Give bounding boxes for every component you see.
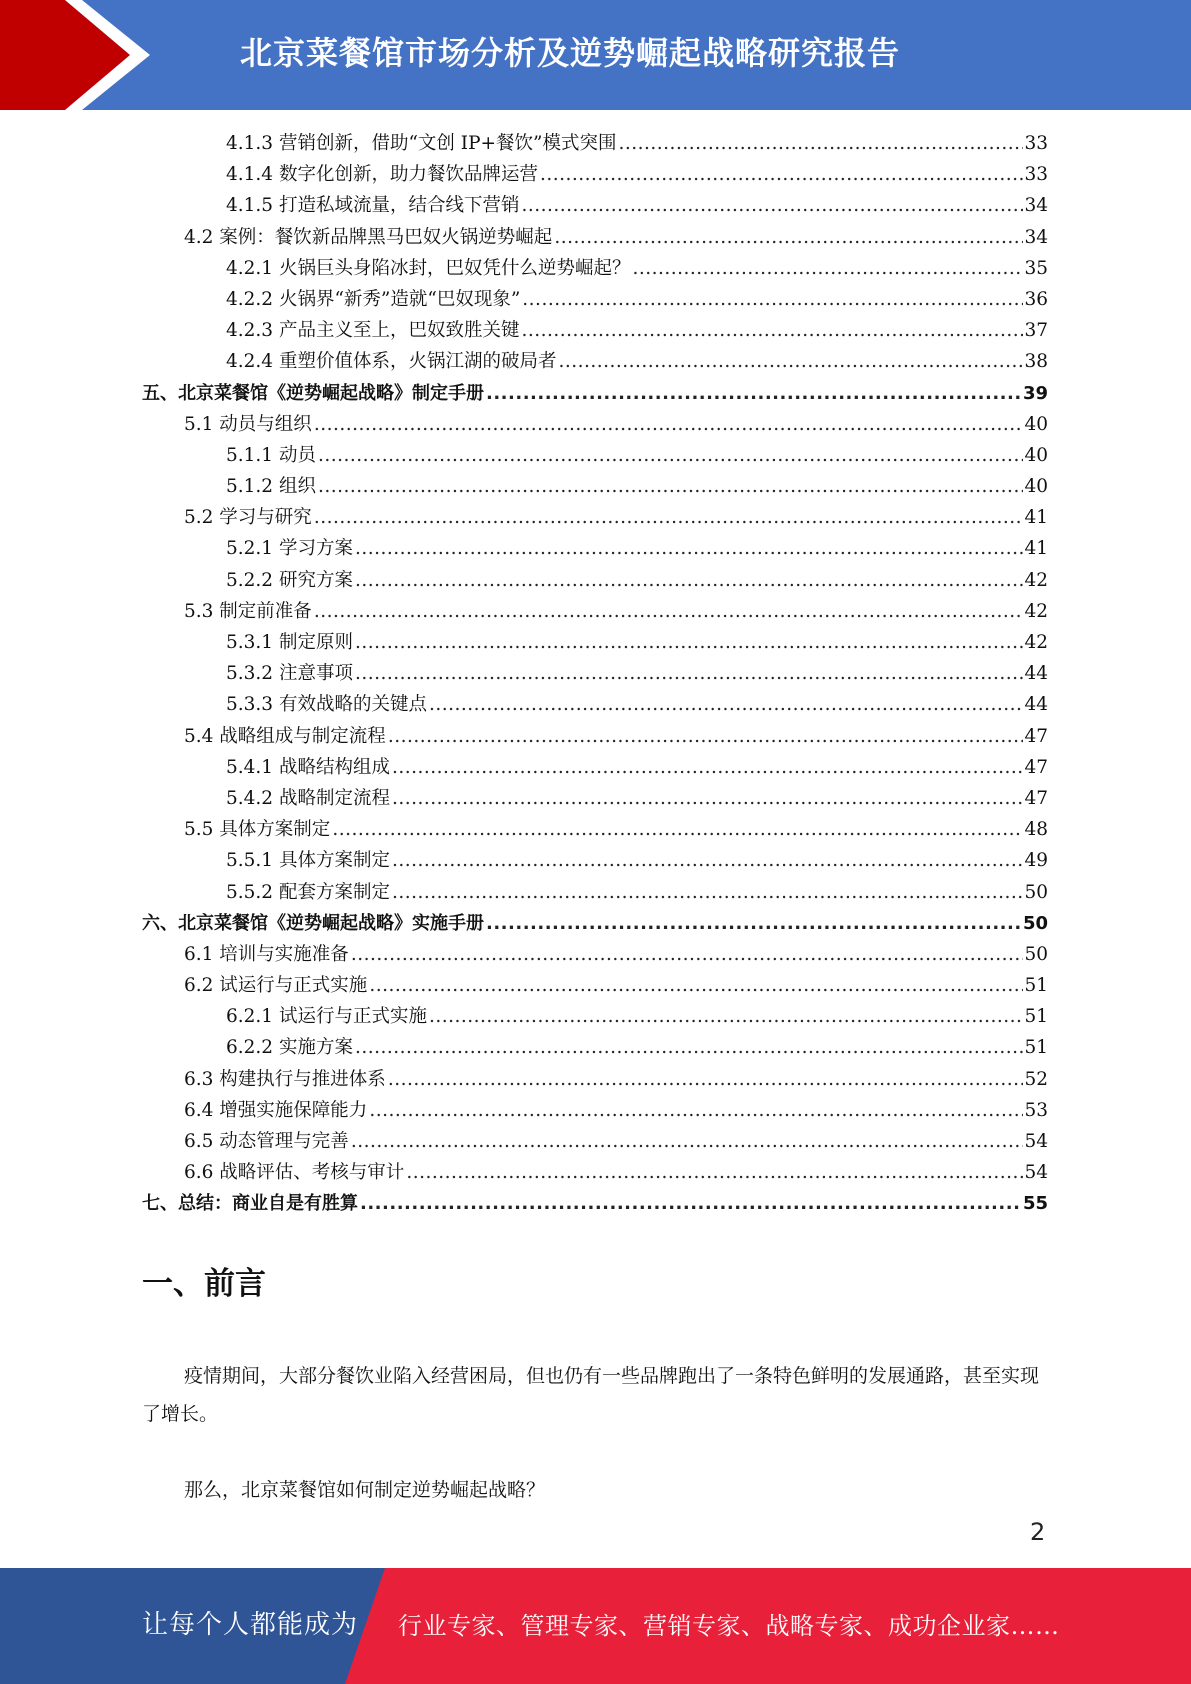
toc-dot-leader xyxy=(392,752,1023,783)
toc-dot-leader xyxy=(360,1188,1022,1219)
toc-entry-label: 4.2.2 火锅界“新秀”造就“巴奴现象” xyxy=(226,284,522,315)
toc-dot-leader xyxy=(521,190,1023,221)
toc-entry-label: 5.2.2 研究方案 xyxy=(226,565,355,596)
toc-entry-label: 5.1.1 动员 xyxy=(226,440,318,471)
toc-dot-leader xyxy=(351,1126,1024,1157)
toc-entry-label: 5.4 战略组成与制定流程 xyxy=(184,721,388,752)
footer-slogan-right: 行业专家、管理专家、营销专家、战略专家、成功企业家…… xyxy=(398,1612,1060,1640)
toc-dot-leader xyxy=(486,378,1022,409)
toc-entry-page: 38 xyxy=(1024,351,1048,373)
toc-entry-page: 51 xyxy=(1024,975,1048,997)
toc-entry-label: 5.3 制定前准备 xyxy=(184,596,314,627)
toc-entry[interactable] xyxy=(142,1126,1048,1157)
toc-entry-label: 5.5 具体方案制定 xyxy=(184,814,332,845)
report-title: 北京菜餐馆市场分析及逆势崛起战略研究报告 xyxy=(240,34,901,72)
toc-dot-leader xyxy=(540,159,1023,190)
toc-entry-label: 5.1.2 组织 xyxy=(226,471,318,502)
toc-dot-leader xyxy=(619,128,1024,159)
toc-entry[interactable] xyxy=(142,128,1048,159)
toc-entry[interactable] xyxy=(142,409,1048,440)
toc-entry-label: 5.4.2 战略制定流程 xyxy=(226,783,392,814)
toc-entry-label: 4.2 案例：餐饮新品牌黑马巴奴火锅逆势崛起 xyxy=(184,222,554,253)
toc-dot-leader xyxy=(318,440,1024,471)
toc-entry[interactable] xyxy=(142,378,1048,409)
toc-entry-label: 4.1.5 打造私域流量，结合线下营销 xyxy=(226,190,521,221)
toc-entry-page: 34 xyxy=(1024,226,1048,248)
body-paragraph-1: 疫情期间，大部分餐饮业陷入经营困局，但也仍有一些品牌跑出了一条特色鲜明的发展通路，甚至实现了增长。 xyxy=(142,1365,1040,1425)
toc-entry-page: 42 xyxy=(1024,632,1048,653)
toc-entry-page: 55 xyxy=(1022,1193,1048,1215)
toc-entry-label: 6.6 战略评估、考核与审计 xyxy=(184,1157,406,1188)
toc-entry[interactable] xyxy=(142,1095,1048,1126)
toc-entry[interactable] xyxy=(142,533,1048,564)
toc-entry-label: 4.1.4 数字化创新，助力餐饮品牌运营 xyxy=(226,159,540,190)
toc-dot-leader xyxy=(406,1157,1023,1188)
toc-dot-leader xyxy=(429,689,1023,720)
toc-dot-leader xyxy=(521,315,1023,346)
toc-entry-page: 50 xyxy=(1024,881,1048,903)
toc-dot-leader xyxy=(392,783,1023,814)
toc-dot-leader xyxy=(355,658,1024,689)
toc-entry[interactable] xyxy=(142,190,1048,221)
toc-entry-label: 七、总结：商业自是有胜算 xyxy=(142,1188,360,1219)
toc-entry-label: 5.4.1 战略结构组成 xyxy=(226,752,392,783)
toc-entry[interactable] xyxy=(142,1157,1048,1188)
toc-entry-label: 五、北京菜餐馆《逆势崛起战略》制定手册 xyxy=(142,378,486,409)
toc-entry-page: 37 xyxy=(1024,320,1048,342)
toc-entry-label: 6.2.2 实施方案 xyxy=(226,1032,355,1063)
toc-dot-leader xyxy=(369,1095,1023,1126)
toc-entry-page: 51 xyxy=(1024,1037,1048,1059)
toc-entry-label: 6.2 试运行与正式实施 xyxy=(184,970,369,1001)
toc-entry-label: 5.3.3 有效战略的关键点 xyxy=(226,689,429,720)
toc-entry[interactable] xyxy=(142,689,1048,720)
section-heading: 一、前言 xyxy=(142,1266,266,1302)
toc-entry-page: 50 xyxy=(1022,912,1048,934)
toc-dot-leader xyxy=(355,627,1024,658)
footer-banner xyxy=(0,1568,1191,1684)
toc-entry[interactable] xyxy=(142,1001,1048,1032)
toc-entry[interactable] xyxy=(142,440,1048,471)
toc-entry-label: 6.2.1 试运行与正式实施 xyxy=(226,1001,429,1032)
footer-slogan-left: 让每个人都能成为 xyxy=(142,1610,359,1640)
toc-entry[interactable] xyxy=(142,783,1048,814)
toc-entry[interactable] xyxy=(142,908,1048,939)
toc-dot-leader xyxy=(558,346,1023,377)
toc-entry[interactable] xyxy=(142,814,1048,845)
toc-entry-page: 51 xyxy=(1024,1006,1048,1028)
header-red-arrow xyxy=(0,0,130,110)
toc-entry-page: 49 xyxy=(1024,850,1048,872)
toc-entry-label: 5.2 学习与研究 xyxy=(184,502,314,533)
toc-entry[interactable] xyxy=(142,471,1048,502)
toc-entry[interactable] xyxy=(142,845,1048,876)
toc-entry-page: 47 xyxy=(1024,725,1048,747)
table-of-contents xyxy=(142,128,1048,1220)
toc-entry[interactable] xyxy=(142,253,1048,284)
toc-entry[interactable] xyxy=(142,315,1048,346)
toc-entry-page: 40 xyxy=(1024,413,1048,435)
toc-entry-page: 33 xyxy=(1024,164,1048,186)
toc-dot-leader xyxy=(355,533,1024,564)
toc-entry-label: 六、北京菜餐馆《逆势崛起战略》实施手册 xyxy=(142,908,486,939)
toc-dot-leader xyxy=(392,845,1023,876)
toc-dot-leader xyxy=(332,814,1023,845)
toc-entry-label: 5.2.1 学习方案 xyxy=(226,533,355,564)
toc-dot-leader xyxy=(632,253,1023,284)
toc-entry-page: 40 xyxy=(1024,476,1048,498)
toc-entry[interactable] xyxy=(142,1032,1048,1063)
toc-entry-label: 5.1 动员与组织 xyxy=(184,409,314,440)
toc-entry-label: 6.5 动态管理与完善 xyxy=(184,1126,351,1157)
toc-entry-page: 41 xyxy=(1024,538,1048,560)
toc-entry-label: 6.1 培训与实施准备 xyxy=(184,939,351,970)
toc-entry-page: 48 xyxy=(1024,819,1048,841)
toc-entry-page: 34 xyxy=(1024,195,1048,217)
page-number: 2 xyxy=(1030,1518,1046,1546)
toc-entry[interactable] xyxy=(142,877,1048,908)
toc-dot-leader xyxy=(355,565,1024,596)
toc-entry-label: 6.3 构建执行与推进体系 xyxy=(184,1064,388,1095)
toc-entry-label: 5.3.2 注意事项 xyxy=(226,658,355,689)
toc-entry-label: 4.1.3 营销创新，借助“文创 IP+餐饮”模式突围 xyxy=(226,128,619,159)
toc-entry-page: 53 xyxy=(1024,1099,1048,1121)
toc-dot-leader xyxy=(369,970,1023,1001)
toc-dot-leader xyxy=(388,1064,1024,1095)
toc-entry-label: 5.3.1 制定原则 xyxy=(226,627,355,658)
toc-dot-leader xyxy=(314,409,1024,440)
toc-entry[interactable] xyxy=(142,596,1048,627)
toc-entry-page: 42 xyxy=(1024,569,1048,591)
toc-entry[interactable] xyxy=(142,159,1048,190)
toc-entry[interactable] xyxy=(142,1064,1048,1095)
toc-entry-page: 47 xyxy=(1024,756,1048,778)
toc-entry-page: 44 xyxy=(1024,694,1048,716)
toc-entry-label: 4.2.4 重塑价值体系，火锅江湖的破局者 xyxy=(226,346,558,377)
toc-dot-leader xyxy=(429,1001,1023,1032)
toc-entry[interactable] xyxy=(142,970,1048,1001)
toc-entry-page: 47 xyxy=(1024,787,1048,809)
toc-entry-page: 42 xyxy=(1024,600,1048,622)
toc-entry[interactable] xyxy=(142,222,1048,253)
toc-entry-page: 52 xyxy=(1024,1068,1048,1090)
toc-entry-label: 4.2.3 产品主义至上，巴奴致胜关键 xyxy=(226,315,521,346)
toc-entry[interactable] xyxy=(142,284,1048,315)
toc-entry-label: 5.5.2 配套方案制定 xyxy=(226,877,392,908)
toc-entry-label: 4.2.1 火锅巨头身陷冰封，巴奴凭什么逆势崛起？ xyxy=(226,253,632,284)
toc-entry[interactable] xyxy=(142,627,1048,658)
body-paragraph-2: 那么，北京菜餐馆如何制定逆势崛起战略？ xyxy=(184,1479,546,1501)
toc-entry[interactable] xyxy=(142,658,1048,689)
toc-dot-leader xyxy=(318,471,1024,502)
toc-dot-leader xyxy=(392,877,1023,908)
toc-dot-leader xyxy=(314,502,1024,533)
toc-entry-page: 41 xyxy=(1024,507,1048,529)
header-banner xyxy=(0,0,1191,110)
toc-dot-leader xyxy=(355,1032,1024,1063)
toc-entry-page: 44 xyxy=(1024,663,1048,685)
toc-entry-page: 36 xyxy=(1024,288,1048,310)
toc-dot-leader xyxy=(522,284,1023,315)
toc-dot-leader xyxy=(486,908,1022,939)
toc-entry[interactable] xyxy=(142,1188,1048,1219)
toc-entry[interactable] xyxy=(142,346,1048,377)
toc-dot-leader xyxy=(351,939,1024,970)
toc-entry[interactable] xyxy=(142,502,1048,533)
toc-dot-leader xyxy=(314,596,1024,627)
toc-entry-page: 50 xyxy=(1024,943,1048,965)
toc-entry-page: 54 xyxy=(1024,1162,1048,1184)
toc-entry-page: 40 xyxy=(1024,444,1048,466)
toc-entry-label: 5.5.1 具体方案制定 xyxy=(226,845,392,876)
toc-entry[interactable] xyxy=(142,939,1048,970)
toc-entry-page: 35 xyxy=(1024,257,1048,279)
toc-entry[interactable] xyxy=(142,721,1048,752)
toc-entry-label: 6.4 增强实施保障能力 xyxy=(184,1095,369,1126)
toc-entry[interactable] xyxy=(142,565,1048,596)
toc-dot-leader xyxy=(388,721,1024,752)
toc-entry-page: 33 xyxy=(1024,133,1048,154)
toc-entry[interactable] xyxy=(142,752,1048,783)
toc-entry-page: 54 xyxy=(1024,1131,1048,1152)
toc-entry-page: 39 xyxy=(1022,382,1048,404)
toc-dot-leader xyxy=(554,222,1023,253)
